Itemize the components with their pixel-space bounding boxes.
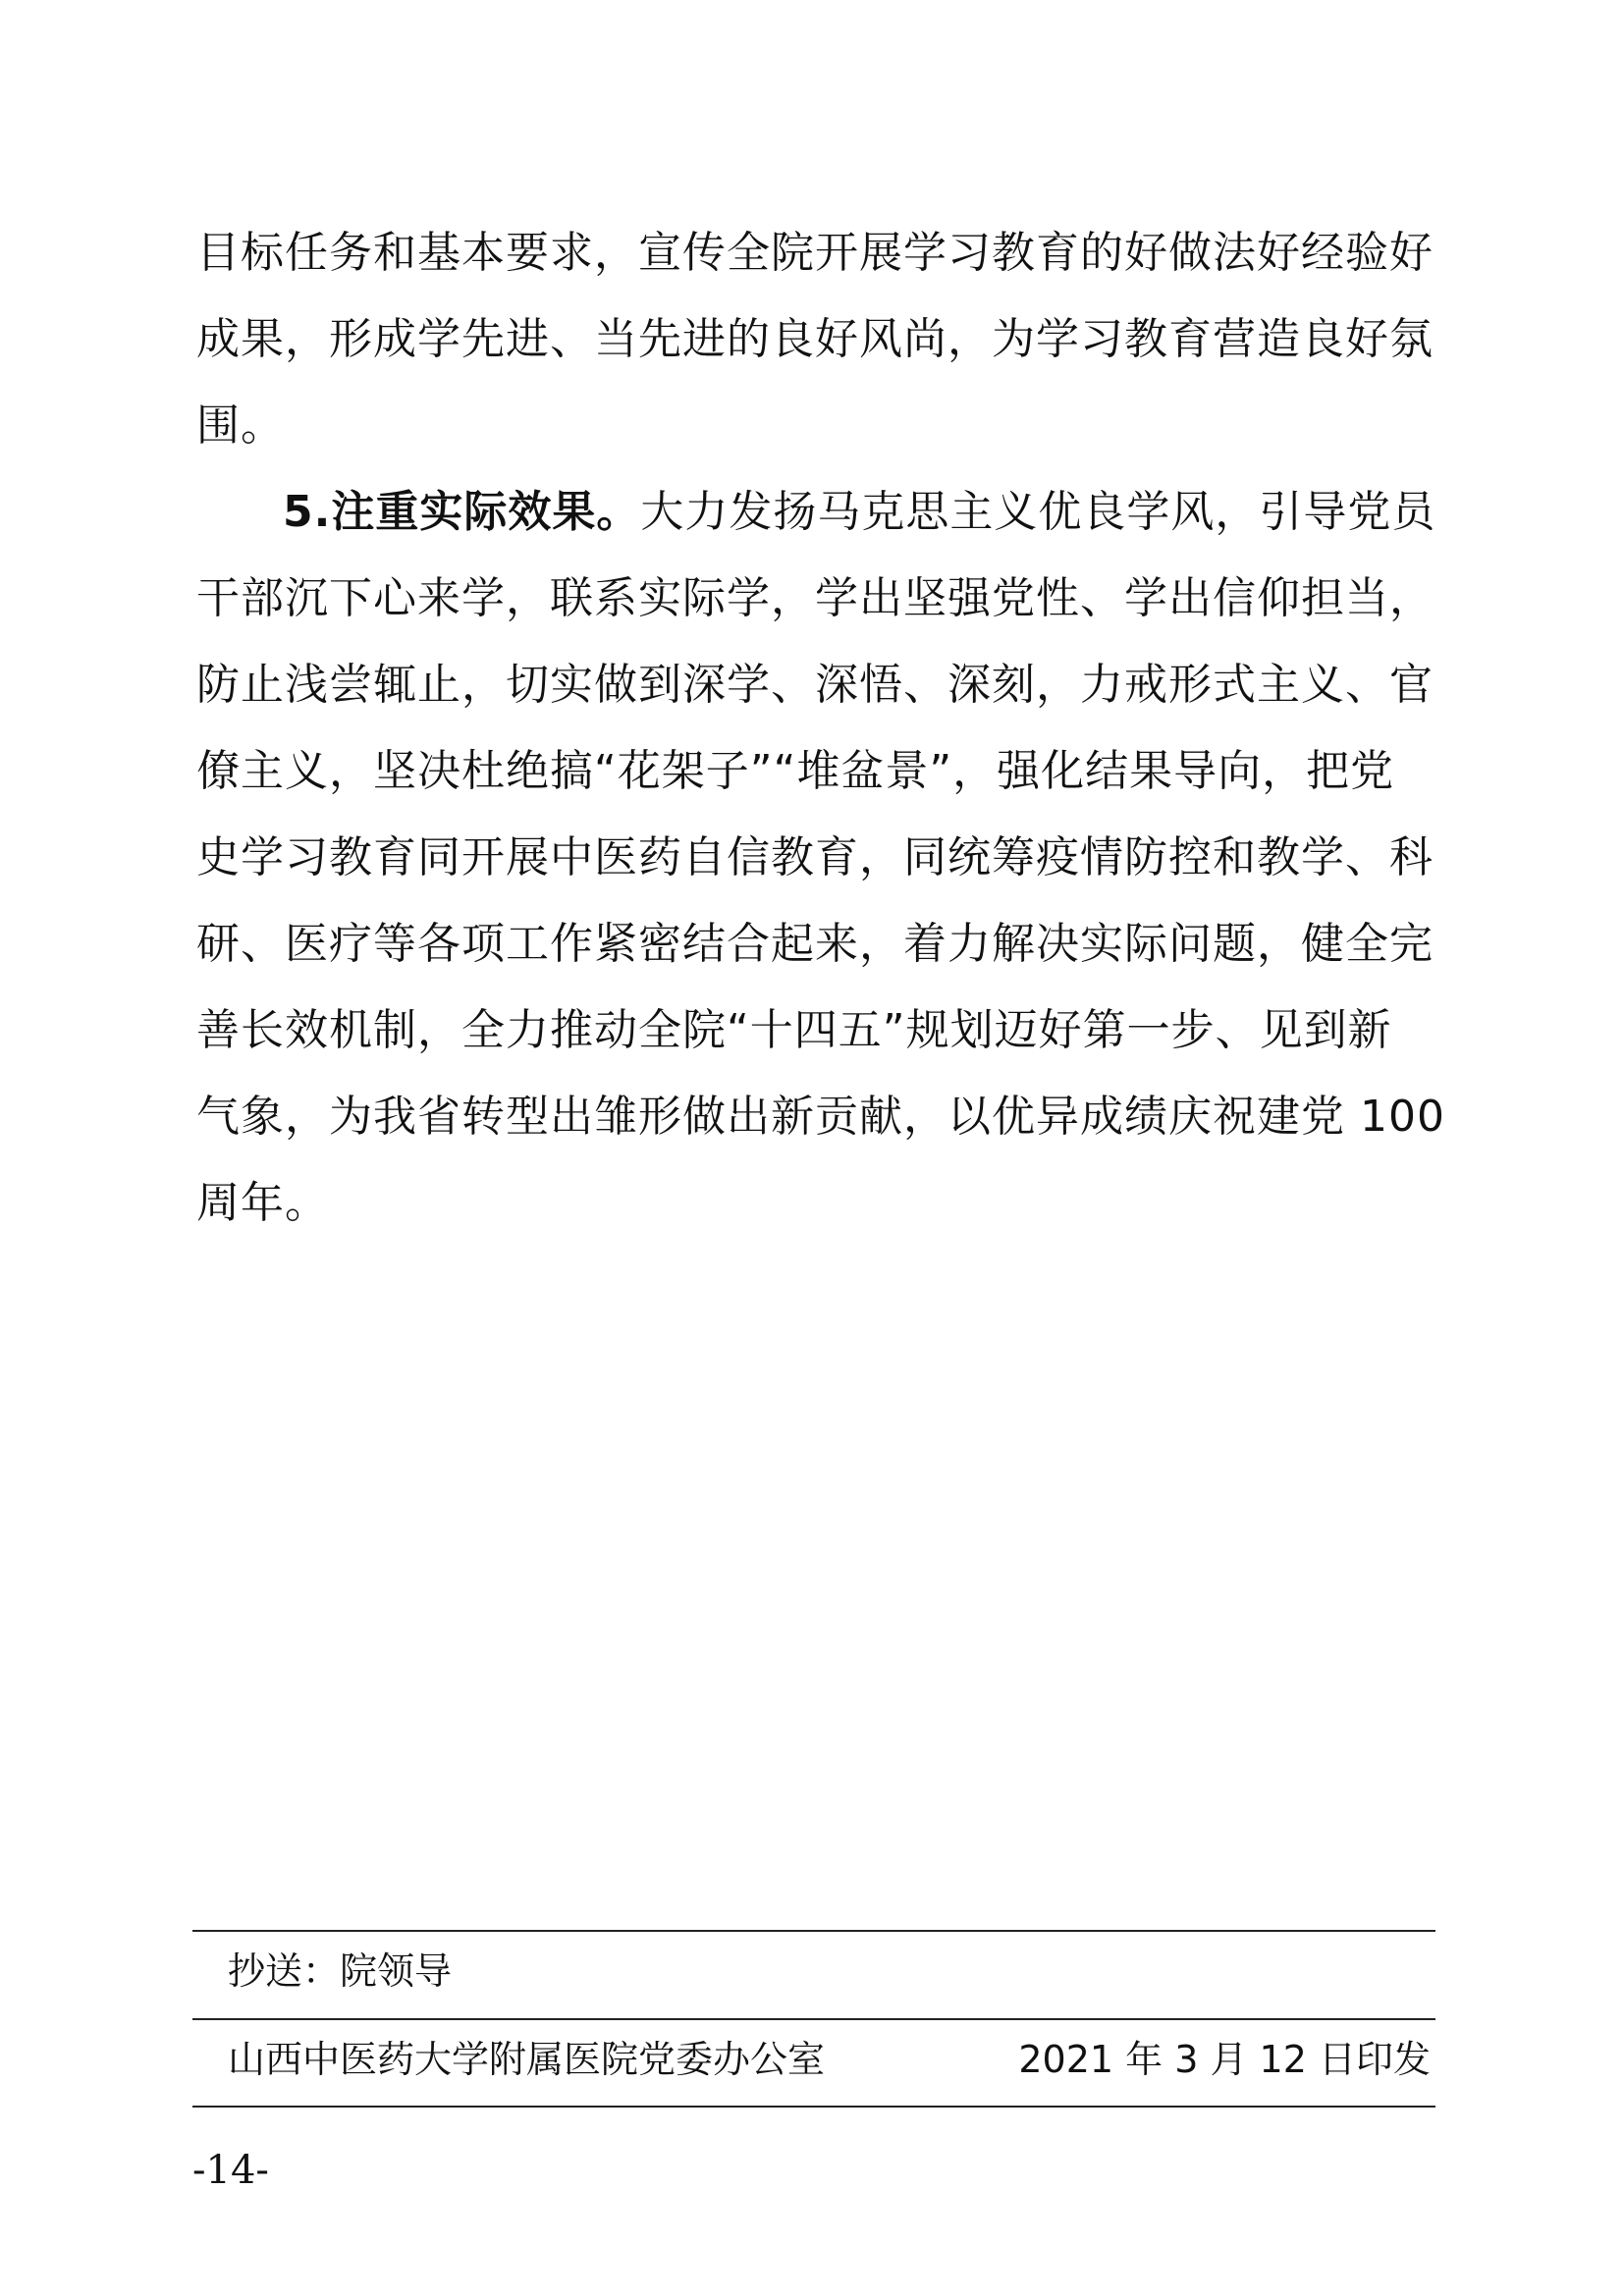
section-5-line: 研、医疗等各项工作紧密结合起来，着力解决实际问题，健全完	[196, 919, 1434, 969]
cc-value: 院领导	[340, 1949, 453, 1993]
body-line: 成果，形成学先进、当先进的良好风尚，为学习教育营造良好氛	[196, 314, 1434, 364]
cc-label: 抄送：	[228, 1949, 341, 1993]
body-text	[196, 210, 1445, 1247]
section-5-heading: 5.注重实际效果。	[283, 487, 641, 537]
cc-row	[228, 1947, 452, 1996]
body-line: 围。	[196, 400, 285, 451]
section-5-line: 周年。	[196, 1178, 329, 1228]
section-5-line: 善长效机制，全力推动全院“十四五”规划迈好第一步、见到新	[196, 1005, 1392, 1055]
footer-top-rule	[192, 1930, 1435, 1932]
body-line: 目标任务和基本要求，宣传全院开展学习教育的好做法好经验好	[196, 228, 1434, 278]
section-5-line: 僚主义，坚决杜绝搞“花架子”“堆盆景”，强化结果导向，把党	[196, 746, 1395, 796]
page-number: -14-	[192, 2148, 269, 2193]
footer-middle-rule	[192, 2018, 1435, 2020]
footer-bottom-rule	[192, 2106, 1435, 2108]
issue-date: 2021 年 3 月 12 日印发	[1018, 2038, 1431, 2081]
section-5-line: 史学习教育同开展中医药自信教育，同统筹疫情防控和教学、科	[196, 832, 1434, 882]
section-5-line: 干部沉下心来学，联系实际学，学出坚强党性、学出信仰担当，	[196, 573, 1434, 623]
section-5-first-line	[196, 469, 1434, 556]
section-5-first-line-text: 大力发扬马克思主义优良学风，引导党员	[640, 487, 1436, 537]
section-5-line: 气象，为我省转型出雏形做出新贡献，以优异成绩庆祝建党 100	[196, 1092, 1445, 1142]
issuer: 山西中医药大学附属医院党委办公室	[228, 2038, 826, 2081]
section-5-line: 防止浅尝辄止，切实做到深学、深悟、深刻，力戒形式主义、官	[196, 660, 1434, 710]
